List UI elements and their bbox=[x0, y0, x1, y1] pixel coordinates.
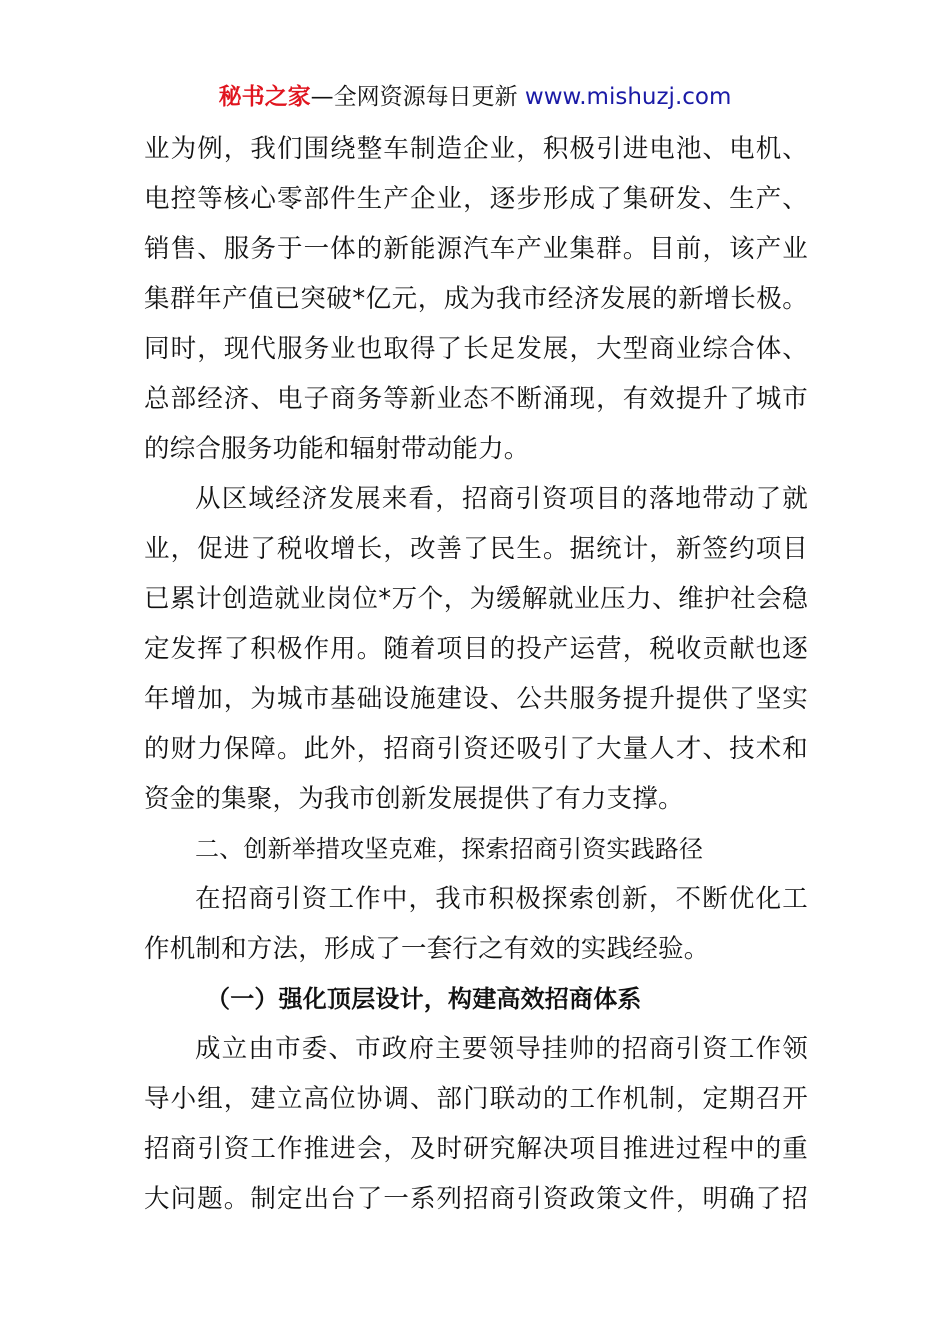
text-line: 资金的集聚，为我市创新发展提供了有力支撑。 bbox=[144, 784, 684, 814]
site-url[interactable]: www.mishuzj.com bbox=[524, 84, 732, 110]
text-line: 业为例，我们围绕整车制造企业，积极引进电池、电机、 bbox=[144, 134, 808, 164]
text-line: 已累计创造就业岗位*万个，为缓解就业压力、维护社会稳 bbox=[144, 584, 808, 614]
site-header bbox=[0, 80, 950, 114]
paragraph-start-line: 在招商引资工作中，我市积极探索创新，不断优化工 bbox=[195, 884, 808, 914]
text-line: 集群年产值已突破*亿元，成为我市经济发展的新增长极。 bbox=[144, 284, 808, 314]
subsection-heading: （一）强化顶层设计，构建高效招商体系 bbox=[206, 985, 642, 1013]
text-line: 同时，现代服务业也取得了长足发展，大型商业综合体、 bbox=[144, 334, 808, 364]
header-tagline: —全网资源每日更新 bbox=[310, 84, 525, 110]
paragraph-start-line: 从区域经济发展来看，招商引资项目的落地带动了就 bbox=[195, 484, 808, 514]
text-line: 定发挥了积极作用。随着项目的投产运营，税收贡献也逐 bbox=[144, 634, 808, 664]
brand-name: 秘书之家 bbox=[218, 84, 311, 110]
text-line: 业，促进了税收增长，改善了民生。据统计，新签约项目 bbox=[144, 534, 808, 564]
text-line: 导小组，建立高位协调、部门联动的工作机制，定期召开 bbox=[144, 1084, 808, 1114]
text-line: 年增加，为城市基础设施建设、公共服务提升提供了坚实 bbox=[144, 684, 808, 714]
text-line: 的综合服务功能和辐射带动能力。 bbox=[144, 434, 530, 464]
text-line: 销售、服务于一体的新能源汽车产业集群。目前，该产业 bbox=[144, 234, 808, 264]
section-heading: 二、创新举措攻坚克难，探索招商引资实践路径 bbox=[195, 835, 704, 863]
document-body bbox=[144, 124, 808, 1224]
text-line: 大问题。制定出台了一系列招商引资政策文件，明确了招 bbox=[144, 1184, 808, 1214]
paragraph-start-line: 成立由市委、市政府主要领导挂帅的招商引资工作领 bbox=[195, 1034, 808, 1064]
text-line: 作机制和方法，形成了一套行之有效的实践经验。 bbox=[144, 934, 710, 964]
text-line: 总部经济、电子商务等新业态不断涌现，有效提升了城市 bbox=[144, 384, 808, 414]
text-line: 的财力保障。此外，招商引资还吸引了大量人才、技术和 bbox=[144, 734, 808, 764]
text-line: 电控等核心零部件生产企业，逐步形成了集研发、生产、 bbox=[144, 184, 808, 214]
text-line: 招商引资工作推进会，及时研究解决项目推进过程中的重 bbox=[144, 1134, 808, 1164]
